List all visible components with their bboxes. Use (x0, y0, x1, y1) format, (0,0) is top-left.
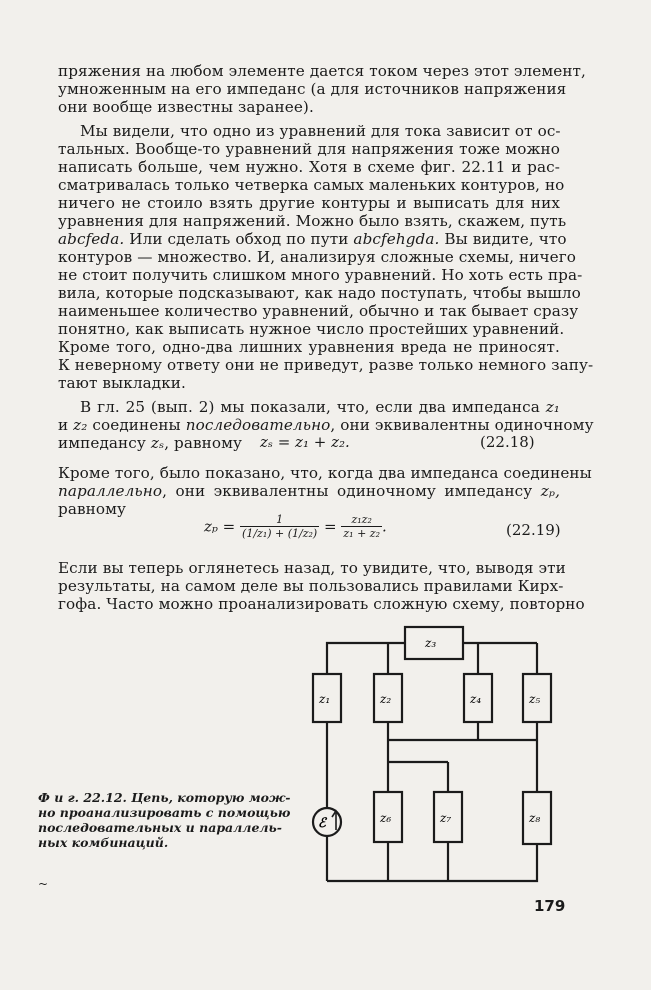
text-line: параллельно, они эквивалентны одиночному импедансу zₚ, (58, 482, 560, 500)
text-line: тальных. Вообще-то уравнений для напряжения тоже можно (58, 140, 560, 158)
text-line-with-paths: abcfeda. Или сделать обход по пути abcfehgda. Вы видите, что (58, 230, 567, 248)
fraction: $\frac{1}{\text{(1/z₁) + (1/z₂)}}$ (242, 513, 318, 540)
label-emf: ℰ (318, 816, 326, 831)
text-line: они вообще известны заранее). (58, 98, 314, 116)
equation-number: (22.18) (480, 433, 535, 451)
var-zs: zₛ (150, 434, 165, 452)
equation-22-19: zₚ = $\frac{1}{\text{(1/z₁) + (1/z₂)}}$ = $\frac{\text{z₁z₂}}{\text{z₁ + z₂}}$ . (22.19) (204, 513, 561, 540)
page-number: 179 (534, 897, 566, 915)
label-z8: z₈ (529, 811, 541, 825)
path-abcfehgda: abcfehgda. (353, 230, 440, 248)
path-abcfeda: abcfeda. (58, 230, 125, 248)
figure-caption: Ф и г. 22.12. Цепь, которую мож- но проанализировать с помощью последовательных и параллель- ных комбинаций. (38, 790, 291, 850)
text-line: тают выкладки. (58, 374, 186, 392)
label-z6: z₆ (380, 811, 392, 825)
text-line: Если вы теперь оглянетесь назад, то увидите, что, выводя эти (58, 559, 566, 577)
text-line: не стоит получить слишком много уравнений. Но хоть есть пра- (58, 266, 583, 284)
text-line: сматривалась только четверка самых маленьких контуров, но (58, 176, 565, 194)
text-line: Мы видели, что одно из уравнений для тока зависит от ос- (80, 122, 561, 140)
text-line: пряжения на любом элементе дается током через этот элемент, (58, 62, 586, 80)
text-line: наименьшее количество уравнений, обычно и так бывает сразу (58, 302, 579, 320)
text-line: импедансу zₛ, равному (58, 434, 243, 452)
text-line: К неверному ответу они не приведут, разве только немного запу- (58, 356, 594, 374)
text-line: ничего не стоило взять другие контуры и выписать для них (58, 194, 560, 212)
var-z2: z₂ (73, 416, 88, 434)
label-z2: z₂ (380, 692, 392, 706)
label-z1: z₁ (319, 692, 331, 706)
text-line: результаты, на самом деле вы пользовались правилами Кирх- (58, 577, 564, 595)
equation-number: (22.19) (506, 521, 561, 539)
text-line: Кроме того, одно-два лишних уравнения вреда не приносят. (58, 338, 560, 356)
label-z3: z₃ (425, 636, 437, 650)
var-zp: zₚ, (540, 482, 560, 500)
text-line: вила, которые подсказывают, как надо поступать, чтобы вышло (58, 284, 581, 302)
margin-mark: ~ (38, 877, 49, 891)
equation-22-18: zₛ = z₁ + z₂. (22.18) (260, 433, 535, 451)
text-line: понятно, как выписать нужное число простейших уравнений. (58, 320, 565, 338)
text-line: уравнения для напряжений. Можно было взять, скажем, путь (58, 212, 567, 230)
text-line: умноженным на его импеданс (а для источников напряжения (58, 80, 567, 98)
label-z5: z₅ (529, 692, 541, 706)
text-line: равному (58, 500, 127, 518)
label-z4: z₄ (470, 692, 482, 706)
text-line: В гл. 25 (вып. 2) мы показали, что, если два импеданса z₁ (80, 398, 560, 416)
text-line: написать больше, чем нужно. Хотя в схеме фиг. 22.11 и рас- (58, 158, 560, 176)
text-line: гофа. Часто можно проанализировать сложную схему, повторно (58, 595, 585, 613)
text-line: и z₂ соединены последовательно, они эквивалентны одиночному (58, 416, 594, 434)
label-z7: z₇ (440, 811, 452, 825)
fraction: $\frac{\text{z₁z₂}}{\text{z₁ + z₂}}$ (343, 513, 380, 540)
text-line: Кроме того, было показано, что, когда два импеданса соединены (58, 464, 592, 482)
var-z1: z₁ (545, 398, 560, 416)
text-line: контуров — множество. И, анализируя сложные схемы, ничего (58, 248, 577, 266)
